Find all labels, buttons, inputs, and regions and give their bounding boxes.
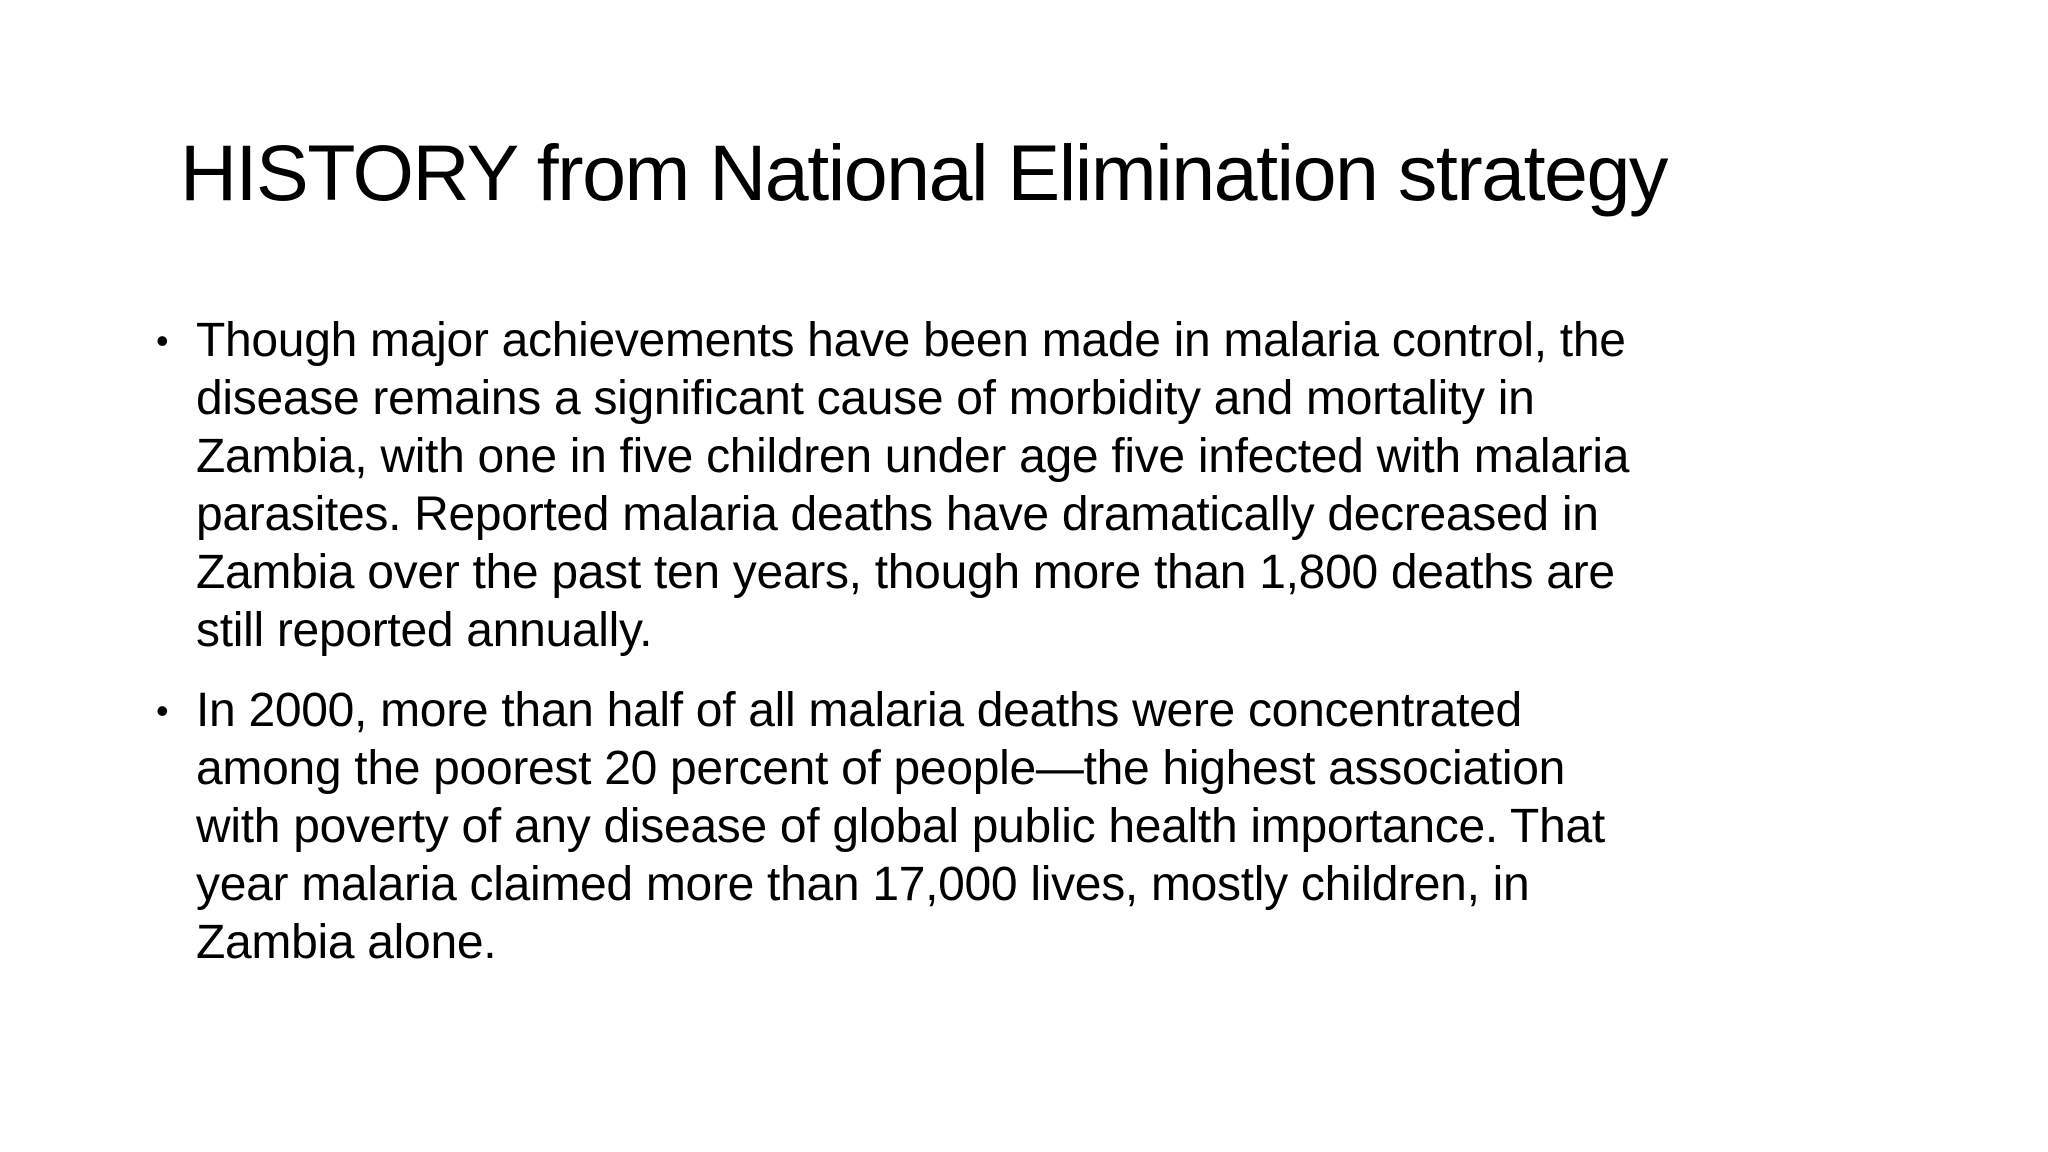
bullet-item-malaria-poverty bbox=[148, 682, 1948, 972]
bullet-line: Zambia alone. bbox=[196, 916, 497, 969]
bullet-line: Though major achievements have been made in malaria control, the bbox=[196, 314, 1626, 367]
bullet-line: Zambia over the past ten years, though more than 1,800 deaths are bbox=[196, 546, 1615, 599]
bullet-line: In 2000, more than half of all malaria deaths were concentrated bbox=[196, 684, 1522, 737]
slide-title: HISTORY from National Elimination strategy bbox=[180, 128, 1667, 217]
bullet-text bbox=[196, 682, 1948, 972]
bullet-line: with poverty of any disease of global public health importance. That bbox=[196, 800, 1605, 853]
bullet-line: still reported annually. bbox=[196, 604, 653, 657]
bullet-list bbox=[148, 312, 1948, 994]
bullet-line: among the poorest 20 percent of people—the highest association bbox=[196, 742, 1565, 795]
bullet-line: year malaria claimed more than 17,000 lives, mostly children, in bbox=[196, 858, 1530, 911]
bullet-dot-icon: • bbox=[156, 320, 169, 361]
bullet-line: disease remains a significant cause of morbidity and mortality in bbox=[196, 372, 1535, 425]
bullet-dot-icon: • bbox=[156, 690, 169, 731]
bullet-line: parasites. Reported malaria deaths have dramatically decreased in bbox=[196, 488, 1599, 541]
bullet-text bbox=[196, 312, 1948, 660]
bullet-item-malaria-burden bbox=[148, 312, 1948, 660]
bullet-line: Zambia, with one in five children under age five infected with malaria bbox=[196, 430, 1630, 483]
